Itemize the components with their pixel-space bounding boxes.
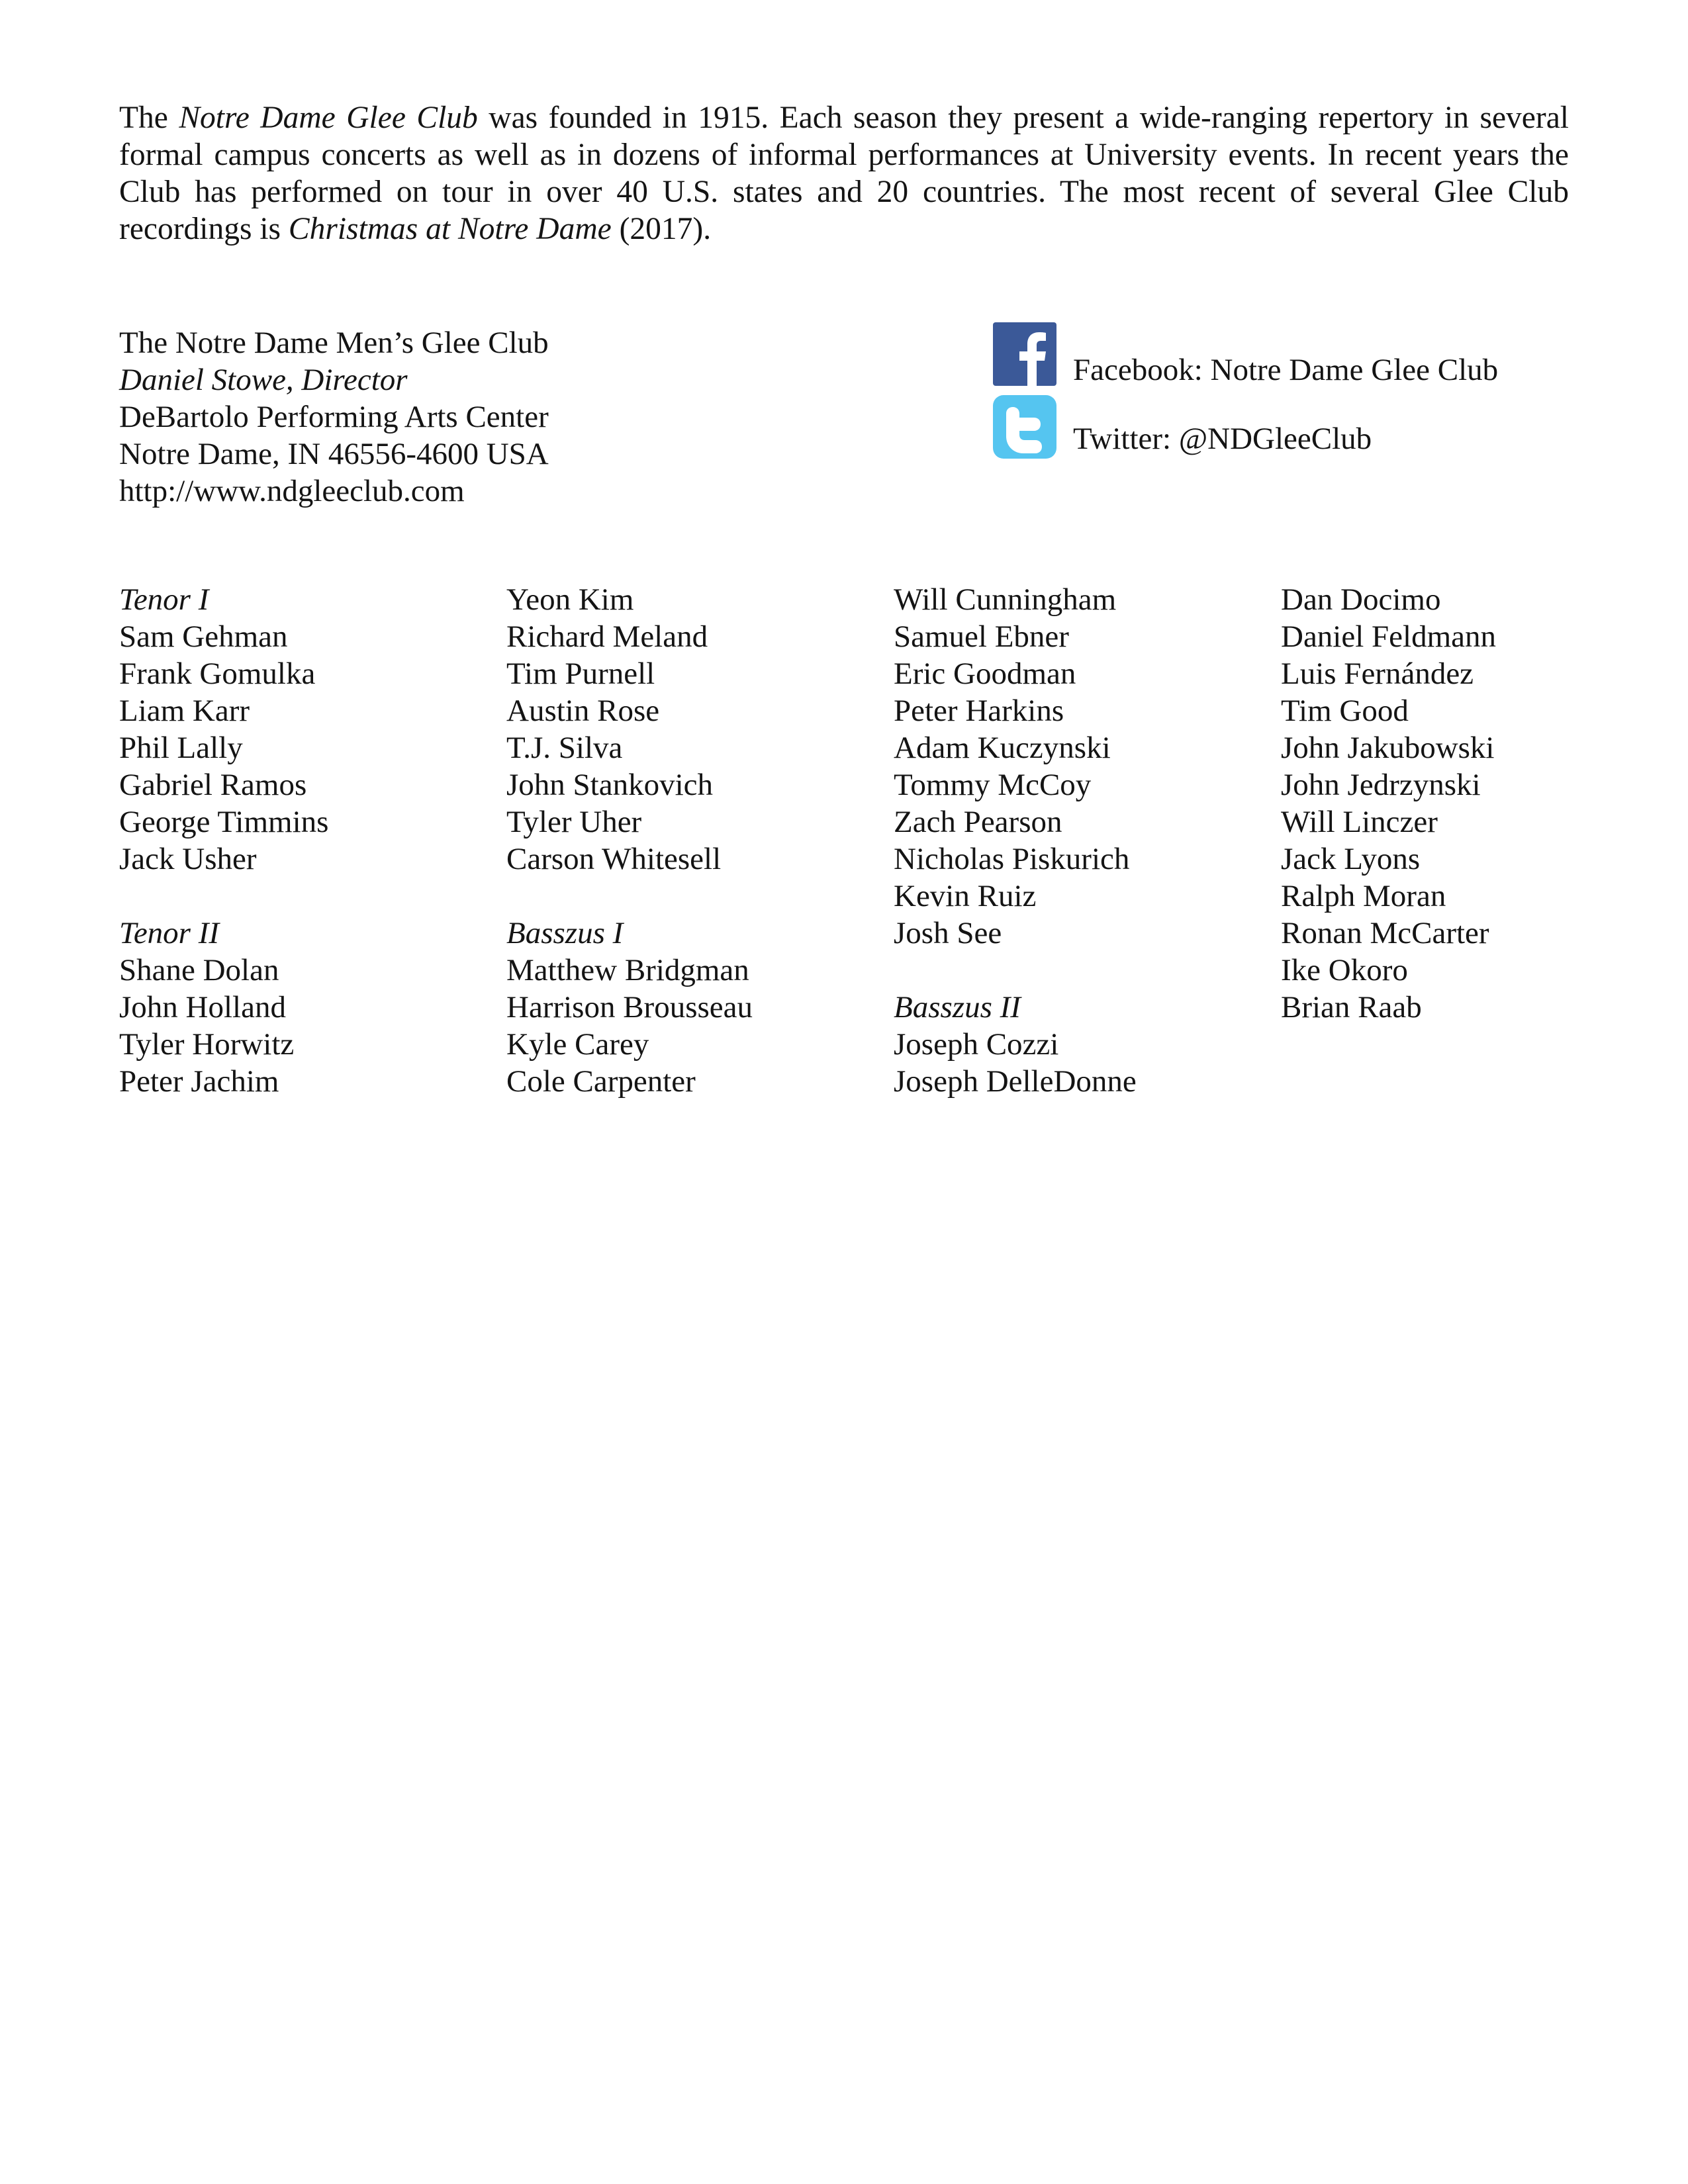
roster-name: Tyler Horwitz bbox=[119, 1027, 295, 1062]
website-link[interactable]: http://www.ndgleeclub.com bbox=[119, 474, 465, 508]
intro-text-1: The bbox=[119, 101, 179, 135]
roster-name: Eric Goodman bbox=[894, 657, 1076, 691]
roster-column-2 bbox=[506, 581, 753, 1100]
roster-name: Daniel Feldmann bbox=[1281, 619, 1497, 654]
album-title: Christmas at Notre Dame bbox=[288, 212, 612, 246]
intro-text-3: (2017). bbox=[611, 212, 712, 246]
roster-name: Liam Karr bbox=[119, 694, 250, 728]
roster-name: Luis Fernández bbox=[1281, 657, 1474, 691]
roster-name: Joseph DelleDonne bbox=[894, 1064, 1137, 1099]
roster-name: Gabriel Ramos bbox=[119, 768, 307, 802]
roster-column-4 bbox=[1281, 581, 1496, 1026]
roster-name: Sam Gehman bbox=[119, 619, 288, 654]
section-gap bbox=[506, 878, 753, 915]
roster-name: Harrison Brousseau bbox=[506, 990, 753, 1024]
roster-name: Kyle Carey bbox=[506, 1027, 649, 1062]
address-block bbox=[119, 324, 549, 510]
section-title-bass-2: Basszus II bbox=[894, 990, 1021, 1024]
roster-name: Adam Kuczynski bbox=[894, 731, 1111, 765]
roster-name: John Jedrzynski bbox=[1281, 768, 1481, 802]
roster-name: Austin Rose bbox=[506, 694, 660, 728]
roster-name: George Timmins bbox=[119, 805, 329, 839]
intro-text-2: was founded in 1915. Each season they present a wide-ranging repertory in several formal campus concerts as well as in dozens of informal performances at University events. In recent years the Club has performed on tour in over 40 U.S. states and 20 countries. The most recent of several Glee Club recordings is bbox=[119, 101, 1569, 246]
director-line: Daniel Stowe, Director bbox=[119, 363, 408, 397]
roster-name: Ronan McCarter bbox=[1281, 916, 1489, 950]
roster-column-3 bbox=[894, 581, 1137, 1100]
roster-name: Tyler Uher bbox=[506, 805, 642, 839]
roster-name: Tommy McCoy bbox=[894, 768, 1092, 802]
club-full-name: The Notre Dame Men’s Glee Club bbox=[119, 326, 549, 360]
twitter-link[interactable] bbox=[993, 390, 1498, 459]
roster-name: Peter Harkins bbox=[894, 694, 1064, 728]
intro-paragraph bbox=[119, 99, 1569, 248]
roster-name: Matthew Bridgman bbox=[506, 953, 749, 987]
roster-name: Carson Whitesell bbox=[506, 842, 722, 876]
roster-name: Frank Gomulka bbox=[119, 657, 316, 691]
roster-name: Joseph Cozzi bbox=[894, 1027, 1059, 1062]
section-title-bass-1: Basszus I bbox=[506, 916, 624, 950]
facebook-link[interactable] bbox=[993, 321, 1498, 390]
roster-name: Richard Meland bbox=[506, 619, 708, 654]
roster-name: John Jakubowski bbox=[1281, 731, 1495, 765]
document-page bbox=[119, 99, 1569, 1099]
section-gap bbox=[894, 952, 1137, 989]
roster-name: Samuel Ebner bbox=[894, 619, 1069, 654]
venue-line: DeBartolo Performing Arts Center bbox=[119, 400, 549, 434]
twitter-label: Twitter: @NDGleeClub bbox=[1073, 422, 1372, 456]
roster bbox=[119, 581, 1569, 1111]
social-links bbox=[993, 321, 1498, 459]
roster-name: Will Cunningham bbox=[894, 582, 1117, 617]
roster-name: Will Linczer bbox=[1281, 805, 1438, 839]
roster-name: Brian Raab bbox=[1281, 990, 1422, 1024]
roster-name: Yeon Kim bbox=[506, 582, 634, 617]
roster-name: T.J. Silva bbox=[506, 731, 623, 765]
roster-name: Tim Good bbox=[1281, 694, 1409, 728]
facebook-icon bbox=[993, 322, 1056, 386]
roster-name: Cole Carpenter bbox=[506, 1064, 696, 1099]
roster-name: Nicholas Piskurich bbox=[894, 842, 1130, 876]
roster-name: Kevin Ruiz bbox=[894, 879, 1037, 913]
club-name: Notre Dame Glee Club bbox=[179, 101, 478, 135]
roster-name: Ralph Moran bbox=[1281, 879, 1446, 913]
twitter-icon bbox=[993, 395, 1056, 459]
roster-name: Josh See bbox=[894, 916, 1002, 950]
roster-name: Jack Usher bbox=[119, 842, 257, 876]
roster-column-1 bbox=[119, 581, 328, 1100]
city-line: Notre Dame, IN 46556-4600 USA bbox=[119, 437, 549, 471]
section-gap bbox=[119, 878, 328, 915]
section-title-tenor-1: Tenor I bbox=[119, 582, 209, 617]
roster-name: Peter Jachim bbox=[119, 1064, 279, 1099]
roster-name: Dan Docimo bbox=[1281, 582, 1441, 617]
section-title-tenor-2: Tenor II bbox=[119, 916, 220, 950]
roster-name: Ike Okoro bbox=[1281, 953, 1408, 987]
roster-name: Phil Lally bbox=[119, 731, 243, 765]
roster-name: John Stankovich bbox=[506, 768, 714, 802]
facebook-label: Facebook: Notre Dame Glee Club bbox=[1073, 353, 1499, 387]
roster-name: Jack Lyons bbox=[1281, 842, 1421, 876]
roster-name: Shane Dolan bbox=[119, 953, 279, 987]
contact-section bbox=[119, 324, 1569, 523]
roster-name: Tim Purnell bbox=[506, 657, 655, 691]
roster-name: Zach Pearson bbox=[894, 805, 1062, 839]
roster-name: John Holland bbox=[119, 990, 286, 1024]
